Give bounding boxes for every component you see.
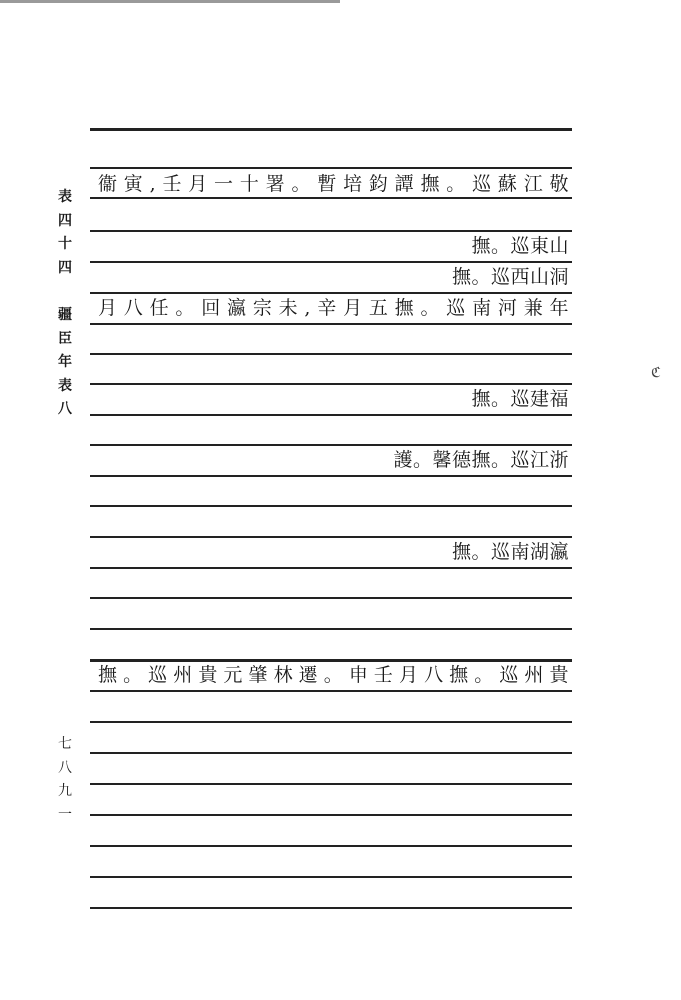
table-rule	[90, 353, 572, 355]
table-rule	[90, 690, 572, 692]
table-rule	[90, 567, 572, 569]
table-rule	[90, 414, 572, 416]
table-top-rule	[90, 128, 572, 131]
running-title-char: 表	[58, 189, 72, 205]
table-rule	[90, 628, 572, 630]
table-row-henan: 月八任。回瀛宗未,辛月五撫。巡南河兼年	[98, 297, 569, 319]
table-row-guizhou: 撫。巡州貴元肇林遷。申壬月八撫。巡州貴	[98, 664, 569, 686]
running-title-char: 表	[58, 377, 72, 394]
table-row-shanxi: 撫。巡西山洞	[451, 266, 569, 288]
table-rule	[90, 845, 572, 847]
running-title-char: 四	[58, 212, 72, 229]
table-row-hunan: 撫。巡南湖瀛	[451, 541, 569, 563]
table-row-fujian: 撫。巡建福	[471, 388, 569, 410]
margin-mark: ℭ	[651, 365, 661, 381]
table-row-jiangsu: 衞寅,壬月一十署。暫培鈞譚撫。巡蘇江敬	[98, 173, 569, 195]
table-rule	[90, 505, 572, 507]
table-rule	[90, 475, 572, 477]
table-rule	[90, 752, 572, 754]
table-rule	[90, 721, 572, 723]
running-title-char: 臣	[58, 330, 72, 347]
page-number-char: 一	[58, 806, 72, 823]
running-title-char: 年	[58, 354, 72, 370]
table-rule	[90, 597, 572, 599]
page-number-char: 八	[58, 759, 72, 776]
table-rule	[90, 783, 572, 785]
table-rule	[90, 814, 572, 816]
table-rule	[90, 323, 572, 325]
running-title-char: 十	[58, 236, 72, 252]
running-title-char: 四	[58, 259, 72, 276]
table-rule	[90, 876, 572, 878]
running-title-char: 八	[58, 401, 72, 417]
page-number	[52, 733, 78, 827]
running-title-char: 疆	[58, 307, 72, 323]
table-row-shandong: 撫。巡東山	[471, 235, 569, 257]
page-number-char: 九	[58, 783, 72, 799]
table-bottom-rule	[90, 907, 572, 909]
table-row-zhejiang: 護。馨德撫。巡江浙	[393, 449, 569, 471]
page-number-char: 七	[58, 736, 72, 752]
running-title	[52, 186, 78, 422]
page-top-border	[0, 0, 340, 3]
